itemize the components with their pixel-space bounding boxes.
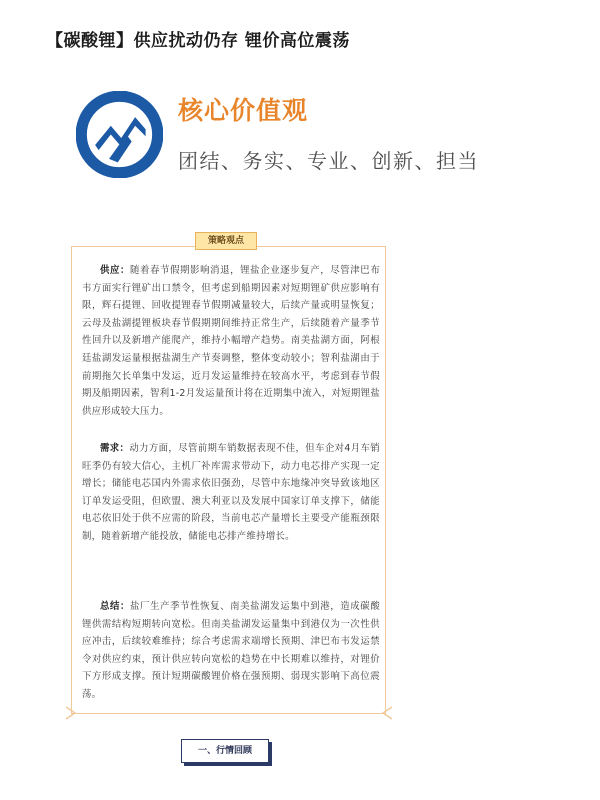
summary-lead: 总结： bbox=[100, 601, 131, 612]
supply-paragraph bbox=[82, 262, 380, 420]
summary-paragraph bbox=[82, 598, 380, 704]
demand-paragraph bbox=[82, 440, 380, 546]
company-logo-icon bbox=[76, 91, 163, 178]
article-title: 【碳酸锂】供应扰动仍存 锂价高位震荡 bbox=[46, 31, 350, 51]
strategy-badge: 策略观点 bbox=[195, 232, 257, 250]
supply-lead: 供应： bbox=[100, 265, 131, 276]
supply-text: 随着春节假期影响消退，锂盐企业逐步复产，尽管津巴布韦方面实行锂矿出口禁令，但考虑到船期因素对短期锂矿供应影响有限，辉石提锂、回收提锂春节假期减量较大，后续产量或明显恢复；云母及盐湖提锂板块春节假期期间维持正常生产，后续随着产量季节性回升以及新增产能爬产，维持小幅增产趋势。南美盐湖方面，阿根廷盐湖发运量根据盐湖生产节奏调整，整体变动较小；智利盐湖由于前期拖欠长单集中发运，近月发运量维持在较高水平，考虑到春节假期及船期因素，智利1-2月发运量预计将在近期集中流入，对短期锂盐供应形成较大压力。 bbox=[82, 265, 380, 417]
summary-text: 盐厂生产季节性恢复、南美盐湖发运集中到港，造成碳酸锂供需结构短期转向宽松。但南美盐湖发运量集中到港仅为一次性供应冲击，后续较难维持；综合考虑需求端增长预期、津巴布韦发运禁令对供应约束，预计供应转向宽松的趋势在中长期难以维持，对锂价下方形成支撑。预计短期碳酸锂价格在强预期、弱现实影响下高位震荡。 bbox=[82, 601, 380, 700]
corner-bracket-right-icon bbox=[380, 706, 394, 720]
corner-bracket-left-icon bbox=[64, 706, 78, 720]
market-review-section-button[interactable]: 一、行情回顾 bbox=[181, 739, 269, 763]
demand-text: 动力方面，尽管前期车销数据表现不佳，但车企对4月车销旺季仍有较大信心，主机厂补库需求带动下，动力电芯排产实现一定增长；储能电芯国内外需求依旧强劲，尽管中东地缘冲突导致该地区订单发运受阻，但欧盟、澳大利亚以及发展中国家订单支撑下，储能电芯依旧处于供不应需的阶段，当前电芯产量增长主要受产能瓶颈限制，随着新增产能投放，储能电芯排产维持增长。 bbox=[82, 443, 380, 542]
core-values-title: 核心价值观 bbox=[178, 96, 309, 125]
demand-lead: 需求： bbox=[100, 443, 130, 454]
core-values-list: 团结、务实、专业、创新、担当 bbox=[178, 149, 479, 173]
